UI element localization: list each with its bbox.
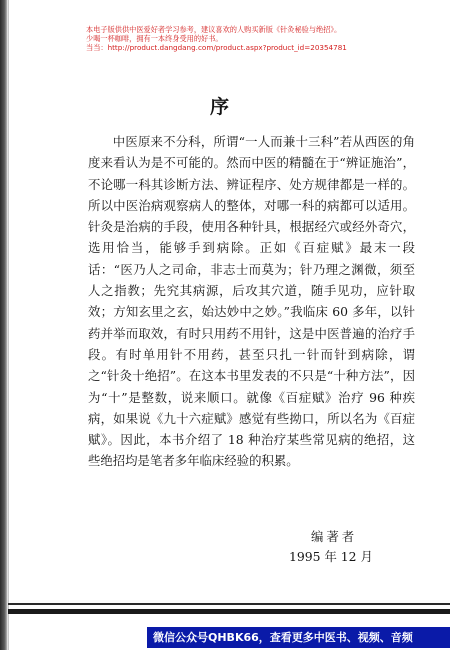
- notice-line-3[interactable]: 当当：http://product.dangdang.com/product.aspx?product_id=20354781: [86, 43, 347, 53]
- notice-line-2: 少喝一杯咖啡，拥有一本终身受用的好书。: [86, 34, 223, 44]
- page-bottom-edge: [8, 603, 450, 605]
- page-title: 序: [210, 96, 232, 118]
- notice-line-1: 本电子版供供中医爱好者学习参考，建议喜欢的人购买新版《针灸秘验与绝招》。: [86, 25, 342, 34]
- preface-paragraph: 中医原来不分科，所谓“一人而兼十三科”若从西医的角度来看认为是不可能的。然而中医的精髓在于“辨证施治”，不论哪一科其诊断方法、辨证程序、处方规律都是一样的。所以中医治病观察病人的整体，对哪一科的病都可以适用。针灸是治病的手段，使用各种针具，根据经穴或经外奇穴，选用恰当，能够手到病除。正如《百症赋》最末一段话：“医乃人之司命，非志士而莫为；针乃理之渊微，须至人之指教；先究其病源，后攻其穴道，随手见功，应针取效；方知玄里之玄，始达妙中之妙。”我临床 60 多年，以针药并举而取效，有时只用药不用针，这是中医普遍的治疗手段。有时单用针不用药，甚至只扎一针而针到病除，谓之“针灸十绝招”。在这本书里发表的不只是“十种方法”，因为“十”是整数，说来顺口。就像《百症赋》治疗 96 种疾病，如果说《九十六症赋》感觉有些拗口，所以名为《百症赋》。因此，本书介绍了 18 种治疗某些常见病的绝招，这些绝招均是笔者多年临床经验的积累。: [88, 134, 415, 469]
- download-notice: [86, 25, 446, 53]
- page-bottom-shadow: [8, 609, 450, 614]
- page-left-edge: [0, 0, 8, 650]
- page-left-edge-line: [8, 0, 9, 650]
- author-signature: 编著者: [311, 529, 358, 544]
- preface-body: [88, 131, 415, 472]
- preface-date: 1995 年 12 月: [289, 549, 373, 564]
- wechat-banner: 微信公众号QHBK66，查看更多中医书、视频、音频: [147, 627, 450, 648]
